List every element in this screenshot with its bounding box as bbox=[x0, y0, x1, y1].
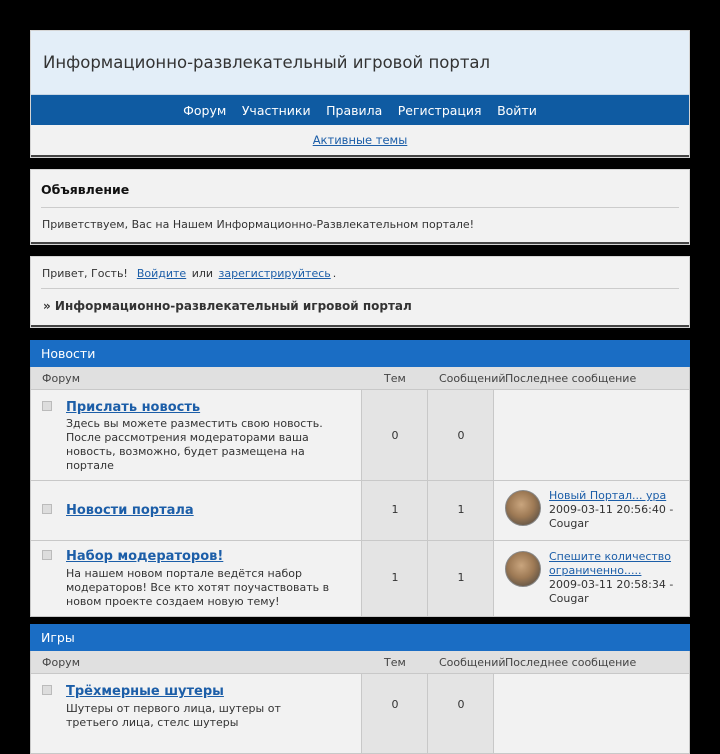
col-forum: Форум bbox=[42, 372, 80, 385]
posts-count: 0 bbox=[457, 429, 465, 442]
greeting-text: Привет, Гость! bbox=[42, 267, 128, 280]
divider bbox=[31, 325, 689, 327]
col-last: Последнее сообщение bbox=[505, 656, 637, 669]
category-games bbox=[30, 624, 690, 754]
divider bbox=[31, 242, 689, 244]
nav-members[interactable]: Участники bbox=[241, 103, 311, 118]
last-post-author[interactable]: Cougar bbox=[549, 517, 589, 530]
last-post-date: 2009-03-11 20:56:40 - bbox=[549, 503, 674, 516]
nav-register[interactable]: Регистрация bbox=[397, 103, 482, 118]
stats-bg bbox=[362, 674, 494, 753]
forum-description: На нашем новом портале ведётся набор модераторов! Все кто хотят поучаствовать в новом проекте создаем новую тему! bbox=[66, 567, 330, 608]
col-topics: Тем bbox=[384, 656, 406, 669]
forum-status-icon bbox=[42, 550, 52, 560]
topics-count: 0 bbox=[391, 429, 399, 442]
forum-description: Здесь вы можете разместить свою новость. После рассмотрения модераторами ваша новость, возможно, будет размещена на портале bbox=[66, 417, 323, 472]
announcement-box bbox=[30, 169, 690, 245]
category-title[interactable]: Игры bbox=[30, 624, 690, 651]
col-last: Последнее сообщение bbox=[505, 372, 637, 385]
forum-title[interactable]: Набор модераторов! bbox=[66, 549, 224, 564]
posts-count: 0 bbox=[457, 698, 465, 711]
divider bbox=[427, 674, 428, 753]
col-posts: Сообщений bbox=[439, 656, 506, 669]
author-avatar[interactable] bbox=[505, 551, 541, 587]
topics-count: 1 bbox=[391, 503, 399, 516]
divider bbox=[31, 155, 689, 157]
announcement-title: Объявление bbox=[41, 182, 130, 197]
guest-greeting-line bbox=[31, 257, 689, 280]
column-header bbox=[30, 651, 690, 674]
announcement-text: Приветствуем, Вас на Нашем Информационно-Развлекательном портале! bbox=[42, 218, 475, 231]
active-topics-link[interactable]: Активные темы bbox=[312, 133, 408, 147]
forum-row bbox=[30, 481, 690, 541]
login-link[interactable]: Войдите bbox=[136, 267, 187, 280]
forum-row bbox=[30, 674, 690, 754]
forum-status-icon bbox=[42, 401, 52, 411]
period-text: . bbox=[332, 267, 337, 280]
last-post bbox=[549, 550, 689, 606]
category-news bbox=[30, 340, 690, 617]
or-text: или bbox=[191, 267, 214, 280]
title-bar bbox=[31, 31, 689, 95]
col-forum: Форум bbox=[42, 656, 80, 669]
topics-count: 1 bbox=[391, 571, 399, 584]
forum-row bbox=[30, 390, 690, 481]
forum-title[interactable]: Прислать новость bbox=[66, 400, 201, 415]
col-posts: Сообщений bbox=[439, 372, 506, 385]
nav-rules[interactable]: Правила bbox=[326, 103, 383, 118]
last-post-link[interactable]: Спешите количество ограниченно..... bbox=[549, 550, 672, 577]
posts-count: 1 bbox=[457, 503, 465, 516]
last-post-author[interactable]: Cougar bbox=[549, 592, 589, 605]
forum-status-icon bbox=[42, 504, 52, 514]
forum-row bbox=[30, 541, 690, 617]
sub-nav bbox=[31, 125, 689, 153]
forum-description: Шутеры от первого лица, шутеры от третьего лица, стелс шутеры bbox=[66, 702, 281, 729]
divider bbox=[493, 674, 494, 753]
divider bbox=[361, 674, 362, 753]
site-header bbox=[30, 30, 690, 158]
nav-login[interactable]: Войти bbox=[497, 103, 537, 118]
last-post-link[interactable]: Новый Портал... ура bbox=[549, 489, 667, 502]
forum-title[interactable]: Трёхмерные шутеры bbox=[66, 684, 224, 699]
nav-forum[interactable]: Форум bbox=[183, 103, 227, 118]
last-post-date: 2009-03-11 20:58:34 - bbox=[549, 578, 674, 591]
forum-status-icon bbox=[42, 685, 52, 695]
main-nav bbox=[31, 95, 689, 125]
author-avatar[interactable] bbox=[505, 490, 541, 526]
breadcrumb: » Информационно-развлекательный игровой портал bbox=[43, 299, 412, 313]
col-topics: Тем bbox=[384, 372, 406, 385]
column-header bbox=[30, 367, 690, 390]
guest-box bbox=[30, 256, 690, 328]
register-link[interactable]: зарегистрируйтесь bbox=[218, 267, 331, 280]
site-title[interactable]: Информационно-развлекательный игровой портал bbox=[43, 53, 491, 72]
topics-count: 0 bbox=[391, 698, 399, 711]
forum-title[interactable]: Новости портала bbox=[66, 503, 194, 518]
category-title[interactable]: Новости bbox=[30, 340, 690, 367]
last-post bbox=[549, 489, 689, 531]
posts-count: 1 bbox=[457, 571, 465, 584]
